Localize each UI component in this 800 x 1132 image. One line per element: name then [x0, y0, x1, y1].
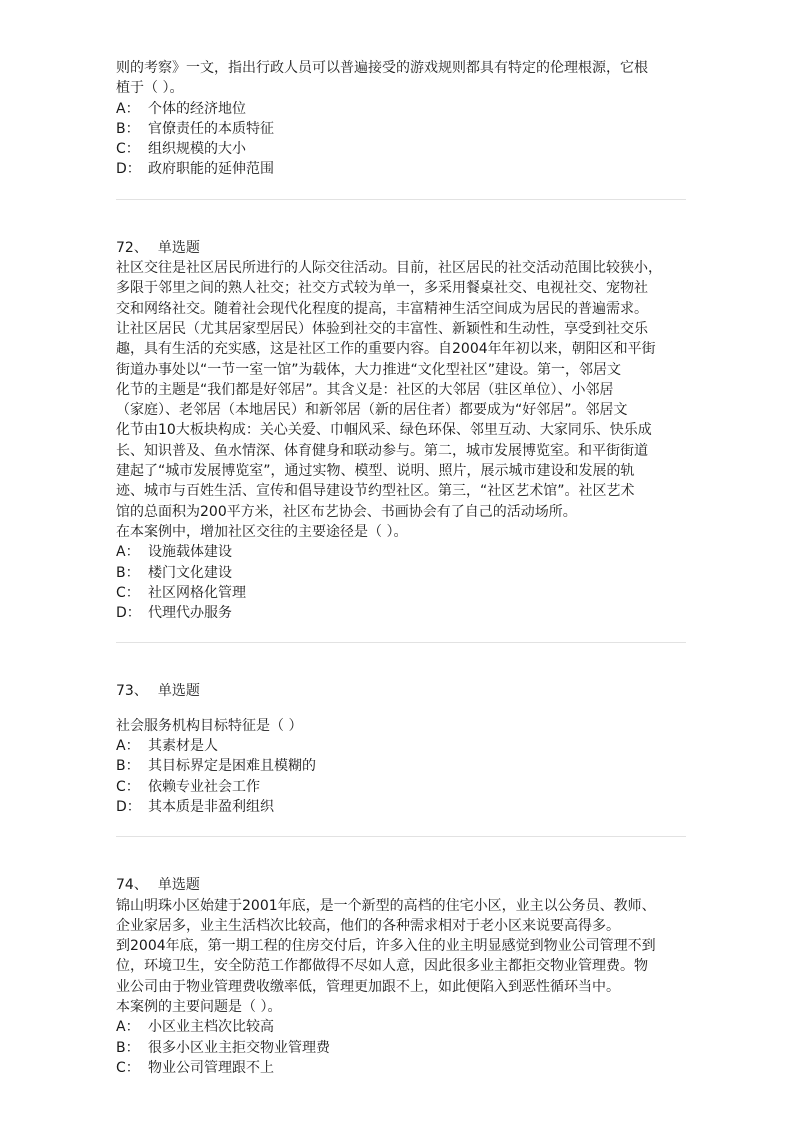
question-number: 73、	[116, 683, 148, 700]
option-b: B： 楼门文化建设	[116, 564, 232, 581]
question-74-options	[116, 1017, 688, 1078]
option-b: B： 其目标界定是困难且模糊的	[116, 758, 316, 775]
question-74-header	[116, 875, 688, 895]
option-c: C： 依赖专业社会工作	[116, 778, 260, 795]
stem-line: 馆的总面积为200平方米，社区布艺协会、书画协会有了自己的活动场所。	[116, 503, 577, 520]
question-type: 单选题	[157, 683, 200, 700]
question-number: 72、	[116, 239, 148, 256]
option-a: A： 设施载体建设	[116, 544, 232, 561]
option-a: A： 其素材是人	[116, 738, 218, 755]
question-73-stem	[116, 716, 688, 736]
stem-line: 则的考察》一文，指出行政人员可以普遍接受的游戏规则都具有特定的伦理根源，它根	[116, 60, 648, 76]
question-72-options	[116, 542, 688, 623]
option-c: C： 社区网格化管理	[116, 584, 246, 601]
option-d: D： 代理代办服务	[116, 605, 232, 622]
option-d: D： 其本质是非盈利组织	[116, 798, 274, 815]
stem-line: 位，环境卫生，安全防范工作都做得不尽如人意，因此很多业主都拒交物业管理费。物	[116, 958, 648, 975]
question-71	[116, 58, 688, 200]
stem-line: 业公司由于物业管理费收缴率低，管理更加跟不上，如此便陷入到恶性循环当中。	[116, 978, 620, 995]
stem-line: 长、知识普及、鱼水情深、体育健身和联动参与。第二，城市发展博览室。和平街街道	[116, 442, 648, 459]
stem-line: 街道办事处以“一节一室一馆”为载体，大力推进“文化型社区”建设。第一，邻居文	[116, 361, 622, 378]
question-71-stem	[116, 58, 688, 99]
question-73-header	[116, 681, 688, 701]
question-divider	[116, 836, 686, 837]
stem-line: 化节的主题是“我们都是好邻居”。其含义是：社区的大邻居（驻区单位）、小邻居	[116, 381, 614, 398]
stem-line: 化节由10大板块构成：关心关爱、巾帼风采、绿色环保、邻里互动、大家同乐、快乐成	[116, 422, 652, 439]
question-74-stem	[116, 896, 688, 1018]
stem-line: 社区交往是社区居民所进行的人际交往活动。目前，社区居民的社交活动范围比较狭小，	[116, 260, 662, 277]
exam-page	[116, 58, 688, 1078]
stem-line: 趣，具有生活的充实感，这是社区工作的重要内容。自2004年年初以来，朝阳区和平街	[116, 341, 656, 358]
question-divider	[116, 199, 686, 200]
option-b: B： 很多小区业主拒交物业管理费	[116, 1039, 330, 1056]
question-divider	[116, 642, 686, 643]
stem-line: 锦山明珠小区始建于2001年底，是一个新型的高档的住宅小区，业主以公务员、教师、	[116, 897, 656, 914]
option-c: C： 组织规模的大小	[116, 141, 246, 158]
stem-line: 交和网络社交。随着社会现代化程度的提高，丰富精神生活空间成为居民的普遍需求。	[116, 300, 648, 317]
option-b: B： 官僚责任的本质特征	[116, 120, 274, 137]
question-73	[116, 681, 688, 837]
question-71-options	[116, 99, 688, 180]
option-a: A： 个体的经济地位	[116, 100, 246, 117]
stem-line: 植于（ ）。	[116, 80, 184, 97]
question-number: 74、	[116, 877, 148, 894]
stem-line: 建起了“城市发展博览室”，通过实物、模型、说明、照片，展示城市建设和发展的轨	[116, 463, 635, 480]
question-72-header	[116, 238, 688, 258]
stem-line: （家庭）、老邻居（本地居民）和新邻居（新的居住者）都要成为“好邻居”。邻居文	[116, 402, 628, 419]
stem-line: 到2004年底，第一期工程的住房交付后，许多入住的业主明显感觉到物业公司管理不到	[116, 938, 656, 955]
question-72-stem	[116, 258, 688, 542]
question-72	[116, 238, 688, 644]
option-d: D： 政府职能的延伸范围	[116, 161, 274, 178]
stem-line: 本案例的主要问题是（ ）。	[116, 998, 282, 1015]
question-type: 单选题	[157, 239, 200, 256]
stem-line: 多限于邻里之间的熟人社交；社交方式较为单一，多采用餐桌社交、电视社交、宠物社	[116, 280, 648, 297]
stem-line: 企业家居多，业主生活档次比较高，他们的各种需求相对于老小区来说要高得多。	[116, 917, 620, 934]
question-74	[116, 875, 688, 1078]
stem-line: 让社区居民（尤其居家型居民）体验到社交的丰富性、新颖性和生动性，享受到社交乐	[116, 320, 648, 337]
stem-line: 迹、城市与百姓生活、宣传和倡导建设节约型社区。第三，“社区艺术馆”。社区艺术	[116, 483, 635, 500]
stem-line: 社会服务机构目标特征是（ ）	[116, 717, 303, 734]
option-c: C： 物业公司管理跟不上	[116, 1059, 274, 1076]
option-a: A： 小区业主档次比较高	[116, 1019, 274, 1036]
stem-line: 在本案例中，增加社区交往的主要途径是（ ）。	[116, 523, 408, 540]
question-73-options	[116, 736, 688, 817]
question-type: 单选题	[157, 877, 200, 894]
